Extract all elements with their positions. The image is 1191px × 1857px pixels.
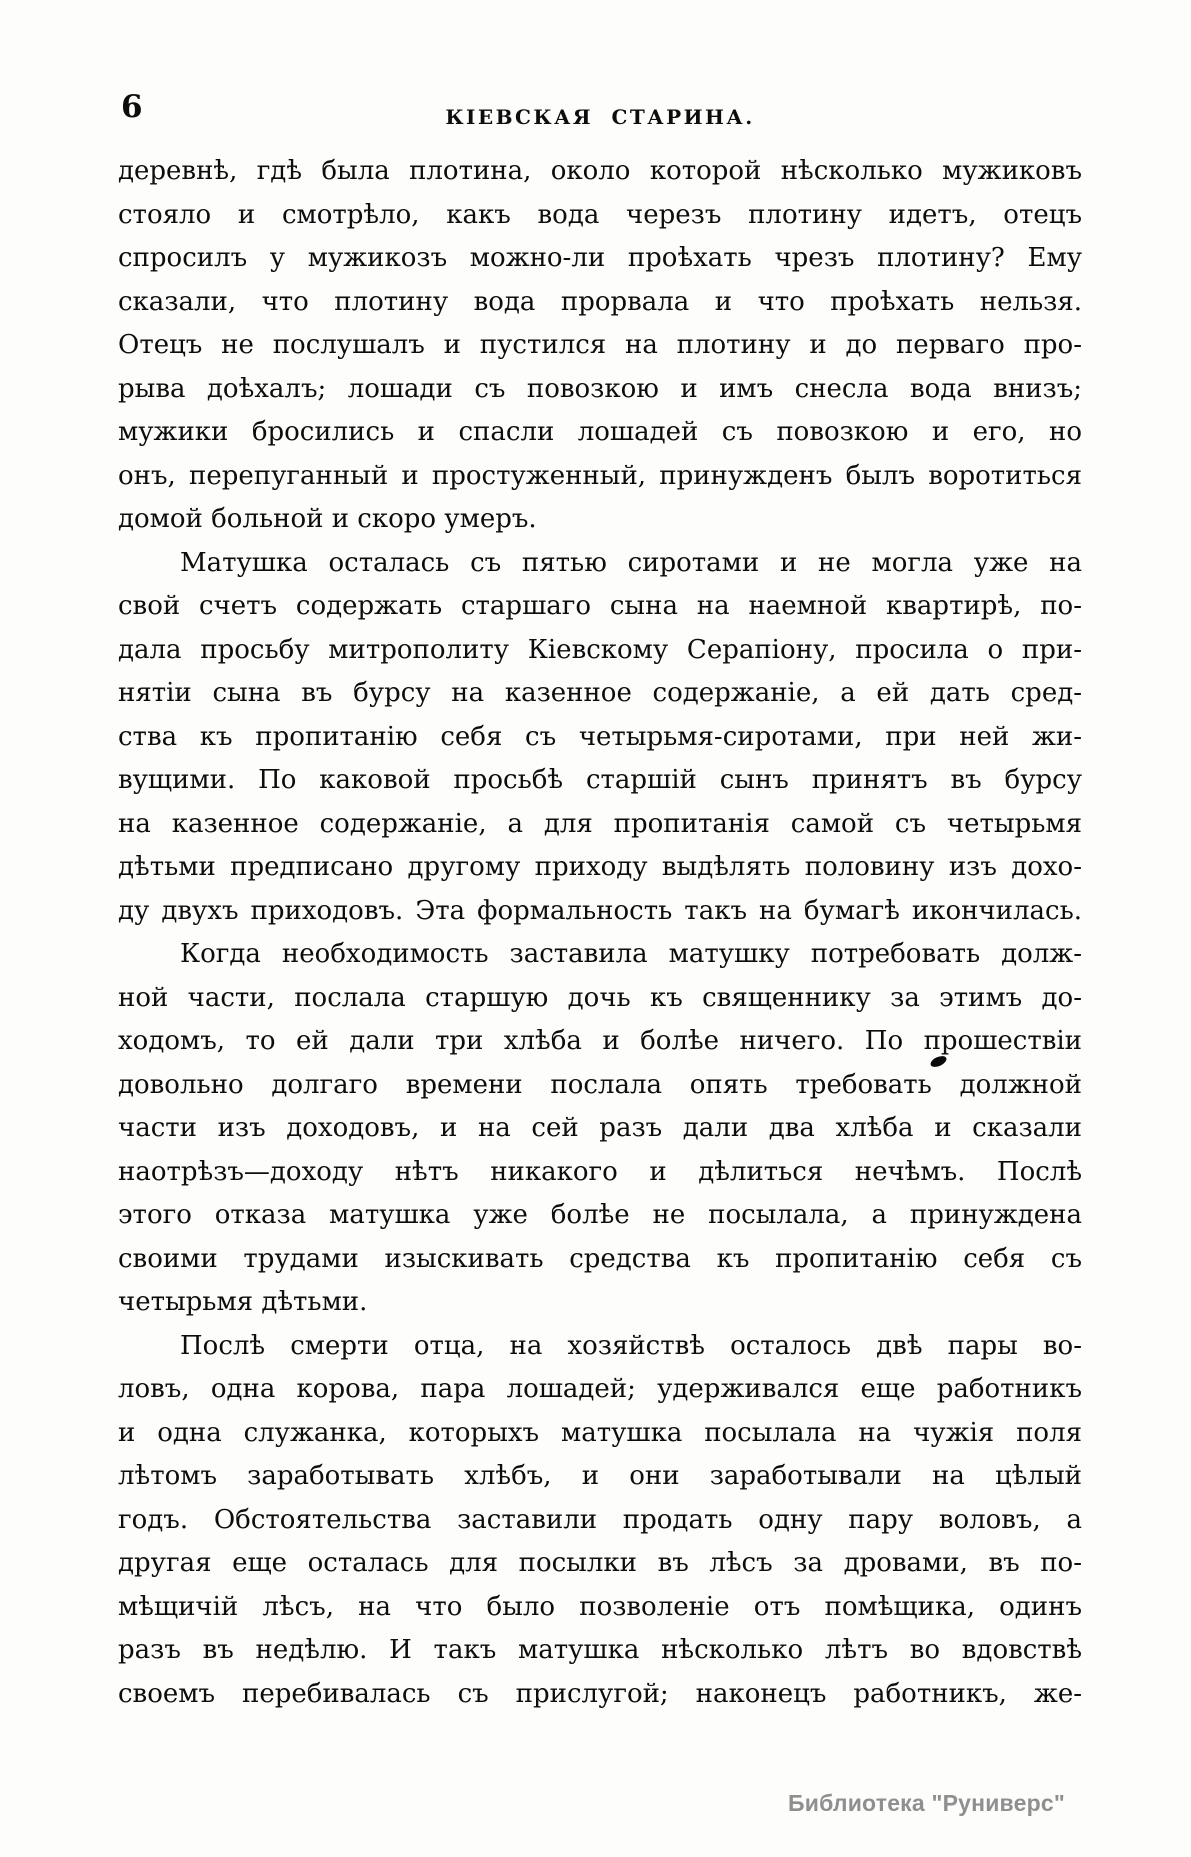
library-watermark: Библиотека "Руниверс" — [788, 1790, 1065, 1816]
text-line: лѣтомъ заработывать хлѣбъ, и они заработывали на цѣлый — [118, 1461, 1082, 1491]
text-line: Отецъ не послушалъ и пустился на плотину и до перваго про- — [118, 330, 1082, 360]
page-number: 6 — [121, 89, 143, 125]
paragraph — [118, 1325, 1082, 1717]
text-line: дала просьбу митрополиту Кіевскому Серапіону, просила о при- — [118, 634, 1082, 665]
text-line: стояло и смотрѣло, какъ вода черезъ плотину идетъ, отецъ — [118, 199, 1082, 230]
running-head: КІЕВСКАЯ СТАРИНА. — [445, 105, 755, 129]
text-line: ду двухъ приходовъ. Эта формальность такъ на бумагѣ икончилась. — [118, 895, 1082, 926]
text-line: Послѣ смерти отца, на хозяйствѣ осталось двѣ пары во- — [180, 1330, 1082, 1361]
text-line: другая еще осталась для посылки въ лѣсъ за дровами, въ по- — [118, 1548, 1082, 1578]
paragraph — [118, 150, 1082, 542]
text-line: части изъ доходовъ, и на сей разъ дали два хлѣба и сказали — [118, 1113, 1082, 1143]
text-line: сказали, что плотину вода прорвала и что проѣхать нельзя. — [118, 286, 1082, 317]
text-line: ной части, послала старшую дочь къ священнику за этимъ до- — [118, 982, 1082, 1013]
text-line: своими трудами изыскивать средства къ пропитанію себя съ — [118, 1243, 1082, 1274]
text-line: этого отказа матушка уже болѣе не посылала, а принуждена — [118, 1200, 1082, 1230]
text-line: четырьмя дѣтьми. — [118, 1287, 368, 1317]
text-line: свой счетъ содержать старшаго сына на наемной квартирѣ, по- — [118, 591, 1082, 621]
text-line: ства къ пропитанію себя съ четырьмя-сиротами, при ней жи- — [118, 721, 1082, 752]
text-line: мѣщичій лѣсъ, на что было позволеніе отъ помѣщика, одинъ — [118, 1591, 1082, 1622]
text-line: дѣтьми предписано другому приходу выдѣлять половину изъ дохо- — [118, 852, 1082, 882]
text-line: мужики бросились и спасли лошадей съ повозкою и его, но — [118, 417, 1082, 447]
text-line: годъ. Обстоятельства заставили продать одну пару воловъ, а — [118, 1504, 1082, 1535]
text-line: вущими. По каковой просьбѣ старшій сынъ принятъ въ бурсу — [118, 765, 1082, 795]
text-line: ходомъ, то ей дали три хлѣба и болѣе ничего. По прошествіи — [118, 1026, 1082, 1056]
paragraph — [118, 933, 1082, 1325]
text-line: и одна служанка, которыхъ матушка посылала на чужія поля — [118, 1417, 1082, 1448]
text-line: спросилъ у мужикозъ можно-ли проѣхать чрезъ плотину? Ему — [118, 243, 1082, 273]
text-line: онъ, перепуганный и простуженный, принужденъ былъ воротиться — [118, 460, 1082, 491]
text-line: на казенное содержаніе, а для пропитанія самой съ четырьмя — [118, 808, 1082, 839]
text-line: своемъ перебивалась съ прислугой; наконецъ работникъ, же- — [118, 1678, 1082, 1709]
text-line: наотрѣзъ—доходу нѣтъ никакого и дѣлиться нечѣмъ. Послѣ — [118, 1156, 1082, 1187]
text-line: Матушка осталась съ пятью сиротами и не могла уже на — [180, 547, 1082, 578]
text-line: деревнѣ, гдѣ была плотина, около которой нѣсколько мужиковъ — [118, 156, 1082, 186]
text-line: рыва доѣхалъ; лошади съ повозкою и имъ снесла вода внизъ; — [118, 373, 1082, 404]
body-text — [118, 150, 1082, 1716]
text-line: Когда необходимость заставила матушку потребовать долж- — [180, 939, 1082, 969]
text-line: нятіи сына въ бурсу на казенное содержаніе, а ей дать сред- — [118, 678, 1082, 708]
text-line: разъ въ недѣлю. И такъ матушка нѣсколько лѣтъ во вдовствѣ — [118, 1635, 1082, 1665]
text-line: ловъ, одна корова, пара лошадей; удерживался еще работникъ — [118, 1374, 1082, 1404]
paragraph — [118, 542, 1082, 934]
text-line: довольно долгаго времени послала опять требовать должной — [118, 1069, 1082, 1100]
text-line: домой больной и скоро умеръ. — [118, 504, 537, 534]
